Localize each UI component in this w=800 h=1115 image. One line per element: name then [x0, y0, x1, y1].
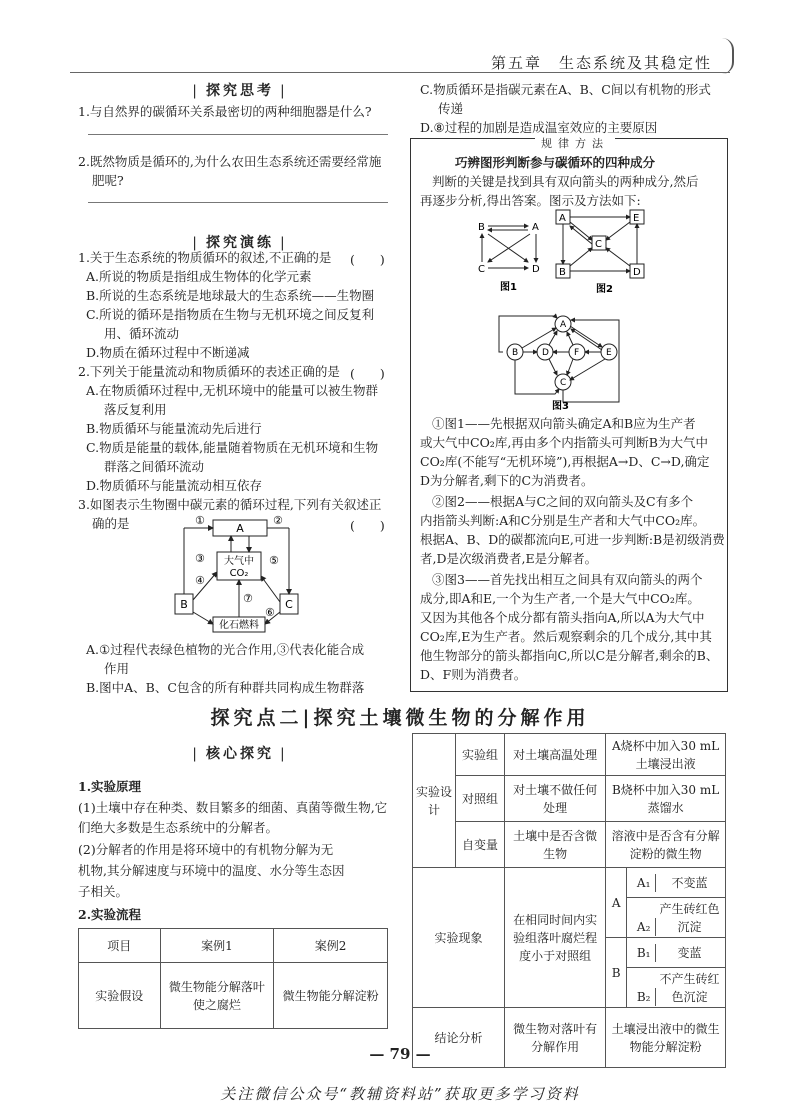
- variable-label: 自变量: [456, 822, 505, 868]
- header-rule: [70, 72, 730, 73]
- q3-stem-a: 3.如图表示生物圈中碳元素的循环过程,下列有关叙述正: [78, 497, 382, 512]
- phen-a1-value: 不变蓝: [671, 875, 708, 890]
- section-2-title: 探究点二|探究土壤微生物的分解作用: [210, 707, 590, 729]
- control-group-label: 对照组: [456, 776, 505, 822]
- method-text-2: 再逐步分析,得出答案。图示及方法如下:: [420, 193, 641, 208]
- method-p3-e: 他生物部分的箭头都指向C,所以C是分解者,剩余的B、: [420, 648, 719, 663]
- method-p1-c: CO₂库(不能写“无机环境”),再根据A→D、C→D,确定: [420, 454, 710, 469]
- fig2-node-d: D: [633, 267, 641, 278]
- q1-option-c2: 用、循环流动: [104, 326, 180, 341]
- method-p1-b: 或大气中CO₂库,再由多个内指箭头可判断B为大气中: [420, 435, 708, 450]
- phen-a2-value: 产生砖红色沉淀: [659, 901, 720, 934]
- experiment-table-right: [412, 733, 726, 1068]
- q3-option-a2: 作用: [104, 661, 130, 676]
- answer-paren: ( ): [350, 366, 385, 381]
- fig3-node-e: E: [606, 348, 612, 358]
- node-co2-label-2: CO₂: [229, 568, 249, 579]
- fig1-node-d: D: [532, 264, 540, 275]
- think-section-title: | 探究思考 |: [150, 80, 330, 100]
- q1-stem: 1.关于生态系统的物质循环的叙述,不正确的是: [78, 250, 332, 265]
- q3-option-a1: A.①过程代表绿色植物的光合作用,③代表化能合成: [86, 642, 365, 657]
- practice-section-title: | 探究演练 |: [150, 232, 330, 252]
- phen-b1-value: 变蓝: [677, 945, 702, 960]
- variable-case1: 土壤中是否含微生物: [505, 822, 606, 868]
- answer-line: [88, 202, 388, 203]
- fig3-caption: 图3: [552, 401, 569, 410]
- conclusion-case2: 土壤浸出液中的微生物能分解淀粉: [606, 1008, 726, 1068]
- variable-case2: 溶液中是否含有分解淀粉的微生物: [606, 822, 726, 868]
- label-1: ①: [195, 514, 205, 527]
- experiment-table-left: [78, 928, 388, 1029]
- header-case2: 案例2: [274, 929, 388, 963]
- q1-option-c1: C.所说的循环是指物质在生物与无机环境之间反复利: [86, 307, 375, 322]
- node-a-label: A: [236, 522, 244, 535]
- phen-a1-label: A₁: [633, 874, 656, 892]
- answer-paren: ( ): [350, 252, 385, 267]
- fig2-node-a: A: [559, 213, 566, 224]
- fig3-node-f: F: [574, 348, 580, 358]
- q2-option-d: D.物质循环与能量流动相互依存: [86, 478, 263, 493]
- node-c-label: C: [285, 598, 293, 611]
- fig2-node-b: B: [559, 267, 566, 278]
- fig1-caption: 图1: [500, 282, 517, 292]
- q2-option-a1: A.在物质循环过程中,无机环境中的能量可以被生物群: [86, 383, 378, 398]
- design-label: 实验设计: [413, 734, 456, 868]
- phen-b-label: B: [606, 938, 627, 1008]
- fig2-node-c: C: [595, 239, 602, 250]
- conclusion-case1: 微生物对落叶有分解作用: [505, 1008, 606, 1068]
- q1-option-a: A.所说的物质是指组成生物体的化学元素: [86, 269, 312, 284]
- q2-option-b: B.物质循环与能量流动先后进行: [86, 421, 262, 436]
- phenomenon-case1: 在相同时间内实验组落叶腐烂程度小于对照组: [505, 868, 606, 1008]
- method-p1-d: D为分解者,剩下的C为消费者。: [420, 473, 594, 488]
- method-p2-c: 根据A、B、D的碳都流向E,可进一步判断:B是初级消费: [420, 532, 725, 547]
- method-p3-a: ③图3——首先找出相互之间具有双向箭头的两个: [432, 572, 703, 587]
- header-item: 项目: [79, 929, 161, 963]
- label-7: ⑦: [243, 592, 253, 605]
- answer-paren: ( ): [350, 518, 385, 533]
- figure-2-diagram: [552, 208, 652, 296]
- footer-note: 关注微信公众号“教辅资料站”获取更多学习资料: [220, 1085, 580, 1103]
- phen-b1-cell: [627, 938, 726, 968]
- q1-option-d: D.物质在循环过程中不断递减: [86, 345, 250, 360]
- method-p2-b: 内指箭头判断:A和C分别是生产者和大气中CO₂库。: [420, 513, 706, 528]
- phen-a1-cell: [627, 868, 726, 898]
- think-question-2b: 肥呢?: [92, 173, 124, 188]
- q3-option-c1: C.物质循环是指碳元素在A、B、C间以有机物的形式: [420, 82, 711, 97]
- phen-a2-cell: [627, 898, 726, 938]
- fig3-node-d: D: [542, 348, 549, 358]
- q2-option-c1: C.物质是能量的载体,能量随着物质在无机环境和生物: [86, 440, 379, 455]
- q2-stem: 2.下列关于能量流动和物质循环的表述正确的是: [78, 364, 340, 379]
- node-co2-label-1: 大气中: [224, 556, 254, 567]
- method-p2-d: 者,D是次级消费者,E是分解者。: [420, 551, 598, 566]
- header-case1: 案例1: [160, 929, 274, 963]
- label-6: ⑥: [265, 606, 275, 619]
- core-section-title: | 核心探究 |: [150, 743, 330, 763]
- answer-line: [88, 134, 388, 135]
- q2-option-c2: 群落之间循环流动: [104, 459, 205, 474]
- figure-3-diagram: [495, 312, 625, 410]
- fig2-node-e: E: [633, 213, 640, 224]
- method-p2-a: ②图2——根据A与C之间的双向箭头及C有多个: [432, 494, 694, 509]
- node-b-label: B: [180, 598, 188, 611]
- q2-option-a2: 落反复利用: [104, 402, 167, 417]
- method-p3-b: 成分,即A和E,一个为生产者,一个是大气中CO₂库。: [420, 591, 700, 606]
- principle-text-2a: (2)分解者的作用是将环境中的有机物分解为无: [78, 842, 334, 857]
- row-hypothesis-case2: 微生物能分解淀粉: [274, 963, 388, 1029]
- page-number: — 79 —: [369, 1045, 431, 1063]
- exp-group-label: 实验组: [456, 734, 505, 776]
- row-hypothesis-label: 实验假设: [79, 963, 161, 1029]
- phen-b2-cell: [627, 968, 726, 1008]
- fig2-caption: 图2: [596, 284, 613, 295]
- phen-a2-label: A₂: [633, 918, 656, 936]
- figure-1-diagram: [470, 212, 550, 292]
- fig3-node-c: C: [560, 378, 567, 388]
- label-5: ⑤: [269, 554, 279, 567]
- phen-b2-value: 不产生砖红色沉淀: [659, 971, 720, 1004]
- method-p3-d: CO₂库,E为生产者。然后观察剩余的几个成分,其中其: [420, 629, 712, 644]
- method-header: 规律方法: [535, 135, 615, 151]
- conclusion-label: 结论分析: [413, 1008, 505, 1068]
- method-text-1: 判断的关键是找到具有双向箭头的两种成分,然后: [432, 174, 699, 189]
- think-question-1: 1.与自然界的碳循环关系最密切的两种细胞器是什么?: [78, 104, 372, 119]
- fig1-node-a: A: [532, 222, 539, 233]
- principle-text-2b: 机物,其分解速度与环境中的温度、水分等生态因: [78, 863, 345, 878]
- method-p3-c: 又因为其他各个成分都有箭头指向A,所以A为大气中: [420, 610, 705, 625]
- q3-option-d: D.⑧过程的加剧是造成温室效应的主要原因: [420, 120, 658, 135]
- label-2: ②: [273, 514, 283, 527]
- method-p1-a: ①图1——先根据双向箭头确定A和B应为生产者: [432, 416, 696, 431]
- principle-text-2c: 子相关。: [78, 884, 129, 899]
- phen-b1-label: B₁: [633, 944, 656, 962]
- header-bracket-decoration: [722, 38, 734, 74]
- method-p3-f: D、F则为消费者。: [420, 667, 527, 682]
- label-4: ④: [195, 574, 205, 587]
- control-group-case1: 对土壤不做任何处理: [505, 776, 606, 822]
- chapter-header: 第五章 生态系统及其稳定性: [490, 54, 712, 72]
- principle-heading: 1.实验原理: [78, 779, 142, 794]
- q1-option-b: B.所说的生态系统是地球最大的生态系统——生物圈: [86, 288, 375, 303]
- fig3-node-b: B: [512, 348, 519, 358]
- think-question-2a: 2.既然物质是循环的,为什么农田生态系统还需要经常施: [78, 154, 382, 169]
- label-3: ③: [195, 552, 205, 565]
- exp-group-case2: A烧杯中加入30 mL土壤浸出液: [606, 734, 726, 776]
- row-hypothesis-case1: 微生物能分解落叶使之腐烂: [160, 963, 274, 1029]
- method-title: 巧辨图形判断参与碳循环的四种成分: [455, 155, 656, 170]
- fig1-node-b: B: [478, 222, 485, 233]
- phen-a-label: A: [606, 868, 627, 938]
- process-heading: 2.实验流程: [78, 907, 142, 922]
- fig1-node-c: C: [478, 264, 485, 275]
- node-fuel-label: 化石燃料: [219, 620, 259, 631]
- q3-stem-b: 确的是: [92, 516, 130, 531]
- q3-option-c2: 传递: [438, 101, 464, 116]
- phenomenon-label: 实验现象: [413, 868, 505, 1008]
- q3-option-b: B.图中A、B、C包含的所有种群共同构成生物群落: [86, 680, 365, 695]
- carbon-cycle-diagram: [165, 512, 315, 637]
- principle-text-1b: 们绝大多数是生态系统中的分解者。: [78, 820, 279, 835]
- principle-text-1a: (1)土壤中存在种类、数目繁多的细菌、真菌等微生物,它: [78, 800, 388, 815]
- fig3-node-a: A: [560, 320, 567, 330]
- phen-b2-label: B₂: [633, 988, 656, 1006]
- exp-group-case1: 对土壤高温处理: [505, 734, 606, 776]
- control-group-case2: B烧杯中加入30 mL蒸馏水: [606, 776, 726, 822]
